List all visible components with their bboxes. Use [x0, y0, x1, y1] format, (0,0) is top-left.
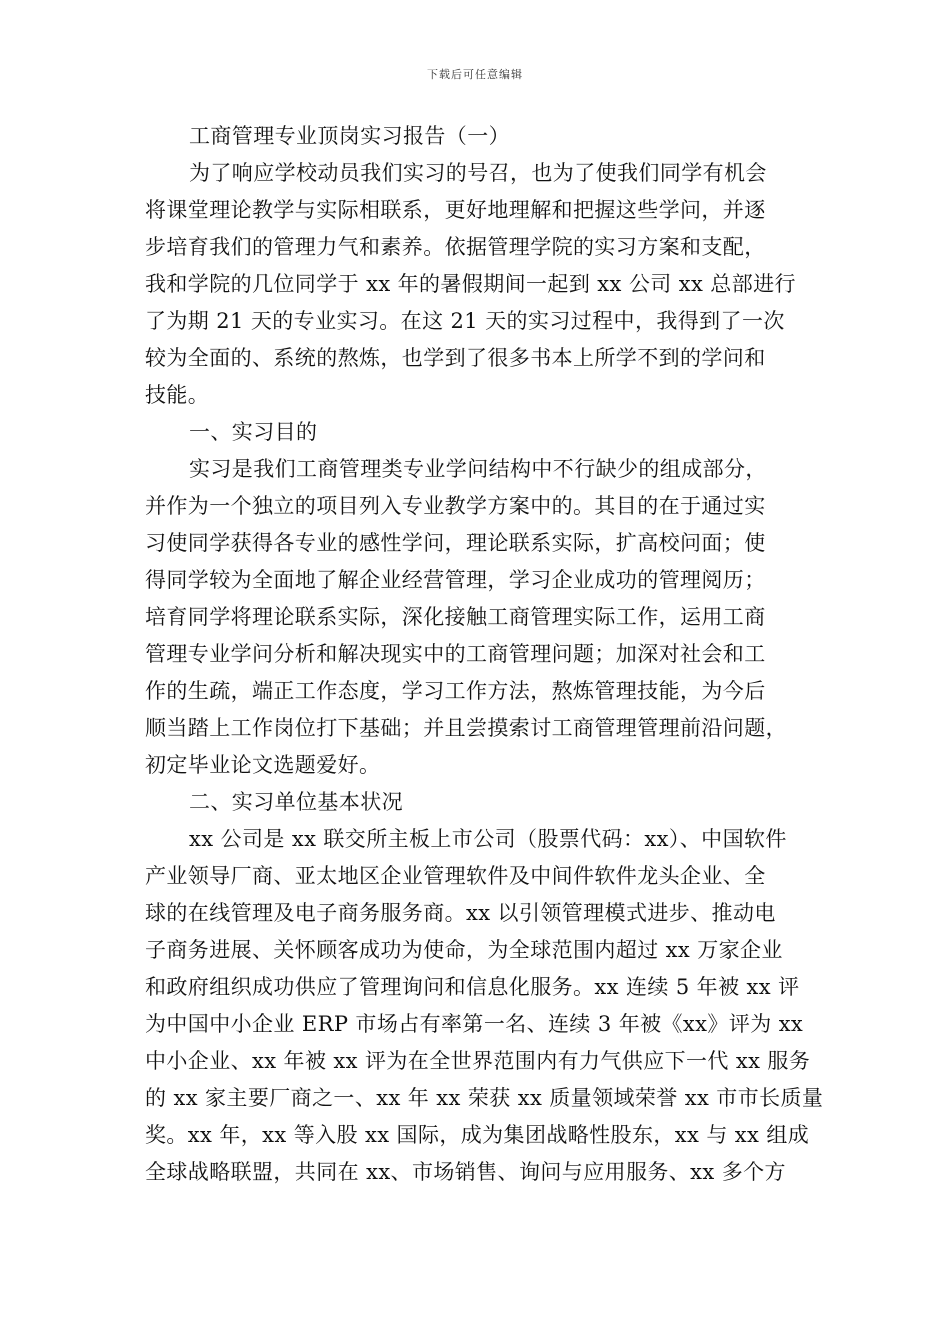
- paragraph-line: 和政府组织成功供应了管理询问和信息化服务。xx 连续 5 年被 xx 评: [145, 975, 800, 999]
- document-body: [145, 118, 824, 1191]
- paragraph-line: 全球战略联盟，共同在 xx、市场销售、询问与应用服务、xx 多个方: [145, 1160, 786, 1184]
- paragraph-line: 我和学院的几位同学于 xx 年的暑假期间一起到 xx 公司 xx 总部进行: [145, 272, 796, 296]
- paragraph-line: 得同学较为全面地了解企业经营管理，学习企业成功的管理阅历；: [145, 568, 766, 592]
- paragraph-line: 实习是我们工商管理类专业学问结构中不行缺少的组成部分，: [189, 457, 767, 481]
- section-heading-purpose: 一、实习目的: [189, 420, 318, 444]
- paragraph-line: 中小企业、xx 年被 xx 评为在全世界范围内有力气供应下一代 xx 服务: [145, 1049, 811, 1073]
- paragraph-line: 较为全面的、系统的熬炼，也学到了很多书本上所学不到的学问和: [145, 346, 766, 370]
- paragraph-line: 的 xx 家主要厂商之一、xx 年 xx 荣获 xx 质量领域荣誉 xx 市市长质量: [145, 1086, 824, 1110]
- paragraph-line: 子商务进展、关怀顾客成功为使命，为全球范围内超过 xx 万家企业: [145, 938, 783, 962]
- paragraph-line: 了为期 21 天的专业实习。在这 21 天的实习过程中，我得到了一次: [145, 309, 785, 333]
- paragraph-line: 管理专业学问分析和解决现实中的工商管理问题；加深对社会和工: [145, 642, 766, 666]
- paragraph-line: 步培育我们的管理力气和素养。依据管理学院的实习方案和支配，: [145, 235, 766, 259]
- paragraph-line: 产业领导厂商、亚太地区企业管理软件及中间件软件龙头企业、全: [145, 864, 766, 888]
- paragraph-line: 为了响应学校动员我们实习的号召，也为了使我们同学有机会: [189, 161, 767, 185]
- paragraph-line: 顺当踏上工作岗位打下基础；并且尝摸索讨工商管理管理前沿问题，: [145, 716, 787, 740]
- paragraph-line: 培育同学将理论联系实际，深化接触工商管理实际工作，运用工商: [145, 605, 766, 629]
- paragraph-line: 作的生疏，端正工作态度，学习工作方法，熬炼管理技能，为今后: [145, 679, 766, 703]
- paragraph-line: 为中国中小企业 ERP 市场占有率第一名、连续 3 年被《xx》评为 xx: [145, 1012, 804, 1036]
- paragraph-line: 技能。: [145, 383, 210, 407]
- section-heading-company: 二、实习单位基本状况: [189, 790, 403, 814]
- paragraph-line: 将课堂理论教学与实际相联系，更好地理解和把握这些学问，并逐: [145, 198, 766, 222]
- paragraph-line: 并作为一个独立的项目列入专业教学方案中的。其目的在于通过实: [145, 494, 766, 518]
- paragraph-line: 习使同学获得各专业的感性学问，理论联系实际，扩高校问面；使: [145, 531, 766, 555]
- paragraph-line: 球的在线管理及电子商务服务商。xx 以引领管理模式进步、推动电: [145, 901, 776, 925]
- paragraph-line: 初定毕业论文选题爱好。: [145, 753, 381, 777]
- document-title: 工商管理专业顶岗实习报告（一）: [189, 124, 510, 148]
- paragraph-line: xx 公司是 xx 联交所主板上市公司（股票代码：xx）、中国软件: [189, 827, 787, 851]
- page-header-note: 下载后可任意编辑: [427, 68, 523, 81]
- paragraph-line: 奖。xx 年，xx 等入股 xx 国际，成为集团战略性股东，xx 与 xx 组成: [145, 1123, 810, 1147]
